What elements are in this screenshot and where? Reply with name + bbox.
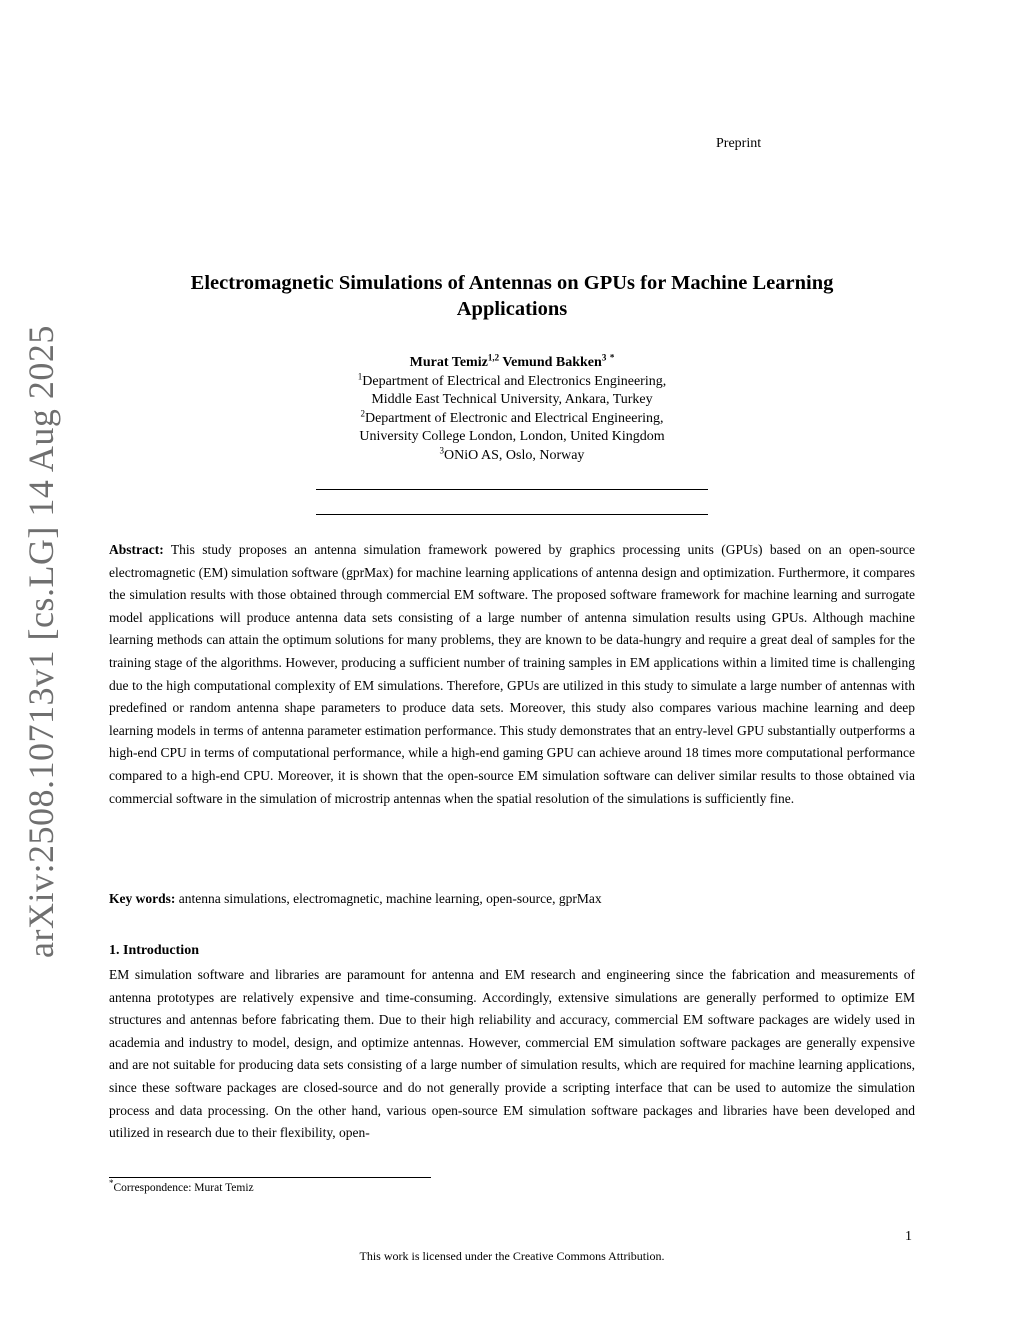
abstract-label: Abstract: bbox=[109, 542, 164, 557]
keywords bbox=[109, 891, 915, 907]
page-number: 1 bbox=[905, 1229, 912, 1244]
affiliation-1 bbox=[260, 370, 764, 410]
keywords-label: Key words: bbox=[109, 891, 176, 906]
footnote bbox=[109, 1178, 254, 1194]
footnote-text: Correspondence: Murat Temiz bbox=[113, 1182, 254, 1194]
affiliation-2 bbox=[260, 407, 764, 447]
author-block bbox=[260, 354, 764, 465]
abstract-text: This study proposes an antenna simulation framework powered by graphics processing units (GPUs) based on an open-source electromagnetic (EM) simulation software (gprMax) for machine learning applications of antenna design and optimization. Furthermore, it compares the simulation results with those obtained through commercial EM software. The proposed software framework for machine learning and surrogate model applications will produce antenna data sets consisting of a large number of antenna simulation results using GPUs. Although machine learning methods can attain the optimum solutions for many problems, they are known to be data-hungry and require a great deal of samples for the training stage of the algorithms. However, producing a sufficient number of training samples in EM applications within a limited time is challenging due to the high computational complexity of EM simulations. Therefore, GPUs are utilized in this study to simulate a large number of antennas with predefined or random antenna shape parameters to produce data sets. Moreover, this study also compares various machine learning and deep learning models in terms of antenna parameter estimation performance. This study demonstrates that an entry-level GPU substantially outperforms a high-end CPU in terms of computational performance, while a high-end gaming GPU can achieve around 18 times more computational performance compared to a high-end CPU. Moreover, it is shown that the open-source EM simulation software can deliver similar results to those obtained via commercial software in the simulation of microstrip antennas when the spatial resolution of the simulations is sufficiently fine. bbox=[109, 542, 915, 806]
author-names bbox=[260, 354, 764, 373]
abstract bbox=[109, 539, 915, 810]
footnote-rule bbox=[109, 1177, 431, 1178]
affiliation-3 bbox=[260, 444, 764, 466]
author-2: Vemund Bakken bbox=[502, 355, 602, 370]
affiliation-3-sup: 3 bbox=[439, 444, 445, 455]
divider-top bbox=[316, 489, 708, 490]
title-line-1: Electromagnetic Simulations of Antennas on GPUs for Machine Learning bbox=[190, 272, 834, 294]
title-line-2: Applications bbox=[456, 298, 568, 320]
divider-bottom bbox=[316, 514, 708, 515]
affiliation-1-line-2: Middle East Technical University, Ankara, Turkey bbox=[371, 392, 653, 407]
introduction-text: EM simulation software and libraries are paramount for antenna and EM research and engineering since the fabrication and measurements of antenna prototypes are relatively expensive and time-consuming. Accordingly, extensive simulations are generally performed to optimize EM structures and antennas before fabricating them. Due to their high reliability and accuracy, commercial EM software packages are widely used in academia and industry to model, design, and optimize antennas. However, commercial EM simulation software packages are generally expensive and are not suitable for producing data sets consisting of a large number of simulation results, which are required for machine learning applications, since these software packages are closed-source and do not generally provide a scripting interface that can be used to automize the simulation process and data processing. On the other hand, various open-source EM simulation software packages and libraries have been developed and utilized in research due to their flexibility, open- bbox=[109, 967, 915, 1141]
arxiv-identifier[interactable]: arXiv:2508.10713v1 [cs.LG] 14 Aug 2025 bbox=[21, 325, 61, 958]
keywords-text: antenna simulations, electromagnetic, machine learning, open-source, gprMax bbox=[178, 891, 602, 906]
affiliation-2-line-2: University College London, London, United Kingdom bbox=[359, 429, 665, 444]
affiliation-3-line-1: ONiO AS, Oslo, Norway bbox=[444, 447, 585, 463]
affiliation-1-sup: 1 bbox=[357, 370, 363, 381]
author-1-affil: 1,2 bbox=[487, 352, 500, 363]
preprint-label: Preprint bbox=[716, 136, 762, 151]
paper-title bbox=[140, 270, 884, 322]
affiliation-2-sup: 2 bbox=[360, 407, 365, 418]
corresponding-mark: * bbox=[609, 352, 615, 363]
author-1: Murat Temiz bbox=[409, 355, 488, 370]
affiliation-1-line-1: Department of Electrical and Electronics Engineering, bbox=[362, 373, 667, 389]
footnote-mark: * bbox=[109, 1178, 114, 1189]
license-notice: This work is licensed under the Creative Commons Attribution. bbox=[359, 1249, 665, 1263]
section-heading-introduction: 1. Introduction bbox=[109, 943, 199, 958]
author-2-affil: 3 bbox=[601, 352, 607, 363]
affiliation-2-line-1: Department of Electronic and Electrical Engineering, bbox=[364, 410, 664, 426]
